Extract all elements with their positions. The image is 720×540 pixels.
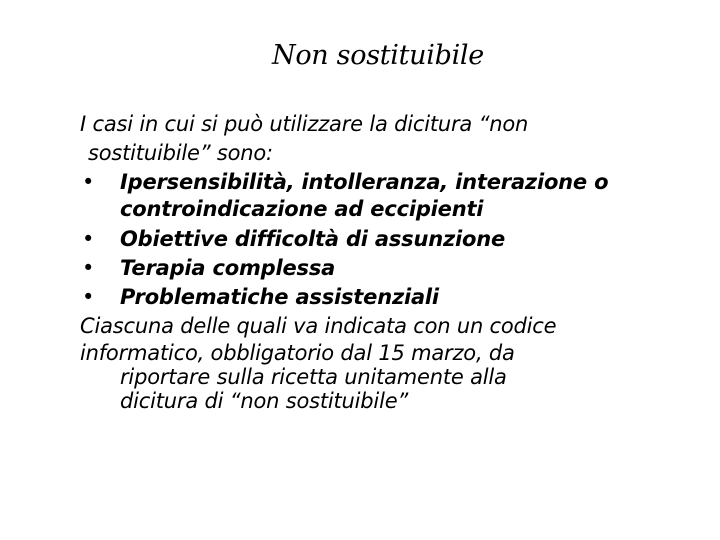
bullet-text: Obiettive difficoltà di assunzione — [120, 227, 505, 251]
closing-line: Ciascuna delle quali va indicata con un codice — [80, 314, 557, 338]
bullet-icon: • — [82, 170, 95, 194]
bullet-item — [80, 168, 710, 197]
closing-line: informatico, obbligatorio dal 15 marzo, da — [80, 341, 515, 365]
bullet-text: Terapia complessa — [120, 256, 336, 280]
bullet-icon: • — [82, 285, 95, 309]
slide-title: Non sostituibile — [272, 40, 484, 71]
bullet-text: Ipersensibilità, intolleranza, interazione o — [120, 170, 609, 194]
bullet-icon: • — [82, 256, 95, 280]
bullet-text-continued: controindicazione ad eccipienti — [120, 197, 484, 221]
bullet-item — [80, 225, 710, 254]
bullet-item — [80, 283, 710, 312]
closing-line-continued: dicitura di “non sostituibile” — [120, 389, 409, 413]
bullet-item — [80, 254, 710, 283]
bullet-text: Problematiche assistenziali — [120, 285, 439, 309]
bullet-icon: • — [82, 227, 95, 251]
closing-line-continued: riportare sulla ricetta unitamente alla — [120, 365, 507, 389]
slide-body — [80, 110, 710, 413]
intro-line: I casi in cui si può utilizzare la dicitura “non — [80, 112, 529, 136]
intro-line-continued: sostituibile” sono: — [88, 141, 273, 165]
